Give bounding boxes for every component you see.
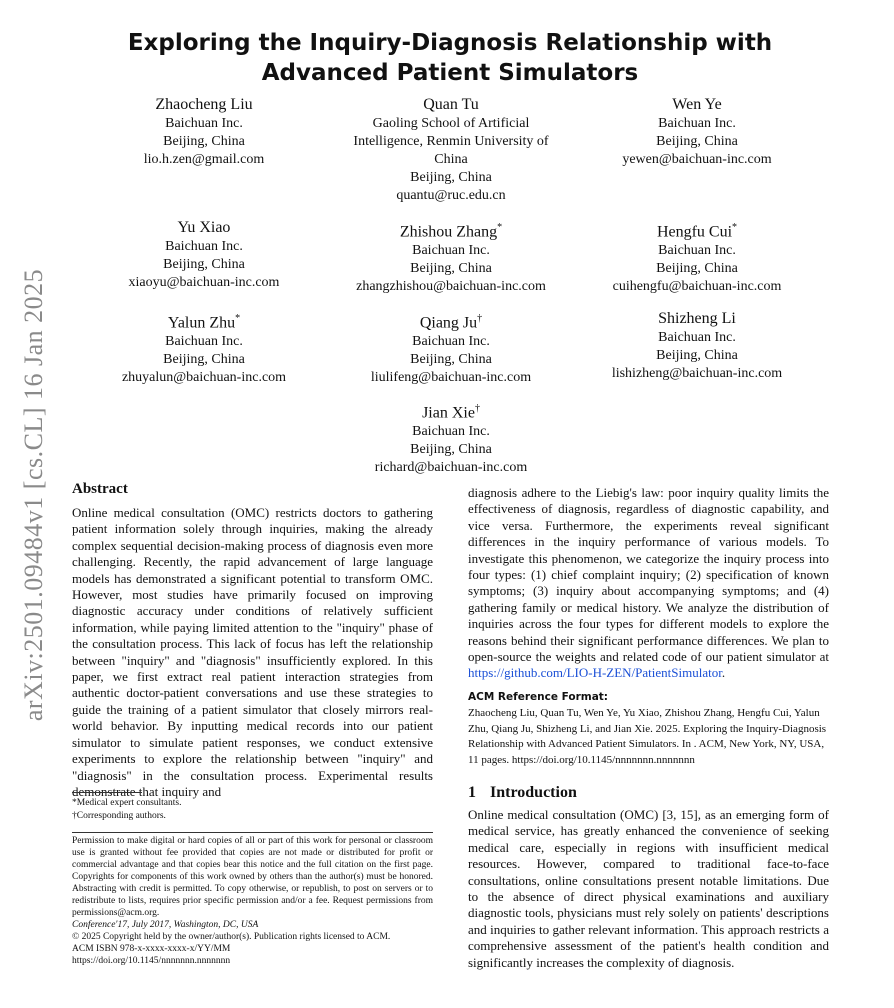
- author-email[interactable]: yewen@baichuan-inc.com: [622, 152, 772, 167]
- author-footnote-mark: †: [477, 313, 483, 324]
- isbn-line: ACM ISBN 978-x-xxxx-xxxx-x/YY/MM: [72, 944, 231, 954]
- author-name: [336, 398, 566, 423]
- permission-doi: https://doi.org/10.1145/nnnnnnn.nnnnnnn: [72, 956, 231, 966]
- author-affiliation-line: Beijing, China: [410, 352, 492, 368]
- author-footnote-mark: †: [474, 403, 480, 414]
- acm-reference-heading: ACM Reference Format:: [468, 691, 608, 703]
- introduction-heading: [468, 784, 577, 802]
- author-entry: [582, 308, 812, 383]
- author-name: [336, 308, 566, 333]
- author-name-text: Hengfu Cui: [656, 223, 733, 241]
- author-email[interactable]: xiaoyu@baichuan-inc.com: [128, 275, 280, 290]
- author-entry: [336, 398, 566, 477]
- author-affiliation-line: Baichuan Inc.: [658, 330, 736, 345]
- author-entry: [336, 308, 566, 387]
- author-affiliation-line: Beijing, China: [163, 134, 245, 149]
- author-affiliation-line: Beijing, China: [656, 261, 738, 277]
- github-link[interactable]: https://github.com/LIO-H-ZEN/PatientSimulator: [468, 665, 722, 681]
- author-name: [336, 217, 566, 242]
- author-affiliation-line: Baichuan Inc.: [165, 334, 243, 350]
- abstract-right-text: diagnosis adhere to the Liebig's law: poor inquiry quality limits the effectiveness of diagnosis, regardless of diagnostic capability, and vice versa. Furthermore, the experiments reveal significant differences in the inquiry performance of various models. To investigate this phenomenon, we categorize the inquiry process into four types: (1) chief complaint inquiry; (2) specification of known symptoms; (3) inquiry about accompanying symptoms; and (4) gathering family or medical history. We analyze the distribution of inquiries across the four types for different models to explore the reasons behind their significant performance differences. We plan to open-source the weights and related code of our patient simulator at: [468, 485, 829, 665]
- author-entry: [89, 94, 319, 169]
- author-name: [582, 308, 812, 329]
- author-name-text: Wen Ye: [672, 96, 722, 113]
- author-entry: [582, 217, 812, 296]
- author-affiliation-line: China: [434, 152, 468, 167]
- permission-block: [72, 835, 433, 967]
- arxiv-identifier: [14, 230, 54, 760]
- author-entry: [582, 94, 812, 169]
- author-email[interactable]: liulifeng@baichuan-inc.com: [370, 370, 532, 386]
- author-entry: [336, 217, 566, 296]
- author-affiliation-line: Baichuan Inc.: [165, 239, 243, 254]
- author-footnote-mark: *: [235, 313, 241, 324]
- author-affiliation-line: Beijing, China: [410, 170, 492, 185]
- abstract-link-suffix: .: [721, 665, 726, 681]
- author-affiliation-line: Beijing, China: [656, 348, 738, 363]
- author-name: [582, 94, 812, 115]
- author-affiliation-line: Baichuan Inc.: [658, 243, 736, 259]
- author-affiliation-line: Baichuan Inc.: [412, 424, 490, 440]
- permission-text: Permission to make digital or hard copies of all or part of this work for personal or classroom use is granted without fee provided that copies are not made or distributed for profit or commercial advantage and that copies bear this notice and the full citation on the first page. Copyrights for components of this work owned by others than the author(s) must be honored. Abstracting with credit is permitted. To copy otherwise, or republish, to post on servers or to redistribute to lists, requires prior specific permission and/or a fee. Request permissions from permissions@acm.org.: [72, 836, 433, 918]
- author-name: [582, 217, 812, 242]
- author-affiliation-line: Beijing, China: [410, 442, 492, 458]
- introduction-text: Online medical consultation (OMC) [3, 15], as an emerging form of medical service, has greatly enhanced the convenience of seeking medical care, especially in regions with insufficient medical resources. However, compared to traditional face-to-face consultations, online consultations present notable limitations. Due to the absence of direct physical examinations and auxiliary diagnostic tools, physicians must rely solely on patients' descriptions and inquiries to gather relevant information. This approach restricts a comprehensive assessment of the patient's health condition and significantly increases the complexity of diagnosis.: [468, 807, 829, 970]
- footnote-star: *Medical expert consultants.: [72, 798, 182, 808]
- author-name: [336, 94, 566, 115]
- author-email[interactable]: lishizheng@baichuan-inc.com: [611, 366, 783, 381]
- author-affiliation-line: Beijing, China: [410, 261, 492, 277]
- author-name: [89, 94, 319, 115]
- author-name: [89, 217, 319, 238]
- author-email[interactable]: richard@baichuan-inc.com: [374, 460, 528, 476]
- section-number: 1: [468, 784, 476, 801]
- author-email[interactable]: quantu@ruc.edu.cn: [396, 188, 506, 203]
- conference-line: Conference'17, July 2017, Washington, DC, USA: [72, 920, 259, 930]
- author-entry: [336, 94, 566, 205]
- author-name-text: Yalun Zhu: [167, 314, 236, 332]
- author-affiliation-line: Beijing, China: [163, 257, 245, 272]
- author-affiliation-line: Baichuan Inc.: [412, 243, 490, 259]
- author-name-text: Jian Xie: [422, 404, 475, 422]
- author-name-text: Zhaocheng Liu: [155, 96, 253, 113]
- abstract-text-left: Online medical consultation (OMC) restricts doctors to gathering patient information solely through inquiries, making the already complex sequential decision-making process of diagnosis even more challenging. Recently, the rapid advancement of large language models has demonstrated a significant potential to transform OMC. However, most studies have primarily focused on improving diagnostic accuracy under conditions of relatively sufficient information, while paying limited attention to the "inquiry" phase of the consultation process. This lack of focus has left the relationship between "inquiry" and "diagnosis" insufficiently explored. In this paper, we first extract real patient interaction strategies from authentic doctor-patient conversations and use these strategies to guide the training of a patient simulator that closely mirrors real-world behavior. By inputting medical records into our patient simulator to simulate patient responses, we conduct extensive experiments to explore the relationship between "inquiry" and "diagnosis" in the consultation process. Experimental results demonstrate that inquiry and: [72, 505, 433, 799]
- footnote-dagger: †Corresponding authors.: [72, 811, 166, 821]
- author-email[interactable]: zhuyalun@baichuan-inc.com: [121, 370, 287, 386]
- abstract-text-right: [468, 485, 829, 682]
- copyright-line: © 2025 Copyright held by the owner/author(s). Publication rights licensed to ACM.: [72, 932, 391, 942]
- author-footnote-mark: *: [732, 222, 738, 233]
- author-affiliation-line: Baichuan Inc.: [165, 116, 243, 131]
- author-footnote-mark: *: [497, 222, 503, 233]
- permission-divider: [72, 832, 433, 833]
- author-name: [89, 308, 319, 333]
- author-email[interactable]: zhangzhishou@baichuan-inc.com: [356, 279, 546, 295]
- author-name-text: Quan Tu: [423, 96, 479, 113]
- paper-title: Exploring the Inquiry-Diagnosis Relationship with Advanced Patient Simulators: [127, 30, 773, 86]
- section-title: Introduction: [490, 784, 577, 801]
- author-affiliation-line: Beijing, China: [656, 134, 738, 149]
- author-name-text: Shizheng Li: [658, 310, 736, 327]
- author-affiliation-line: Baichuan Inc.: [658, 116, 736, 131]
- author-entry: [89, 308, 319, 387]
- author-affiliation-line: Baichuan Inc.: [412, 334, 490, 350]
- author-affiliation-line: Intelligence, Renmin University of: [353, 134, 549, 149]
- author-affiliation-line: Gaoling School of Artificial: [372, 116, 530, 131]
- author-name-text: Yu Xiao: [177, 219, 231, 236]
- arxiv-id-text: arXiv:2501.09484v1 [cs.CL] 16 Jan 2025: [19, 268, 48, 722]
- author-email[interactable]: lio.h.zen@gmail.com: [143, 152, 265, 167]
- footnote-divider: [72, 792, 142, 793]
- author-affiliation-line: Beijing, China: [163, 352, 245, 368]
- author-name-text: Qiang Ju: [419, 314, 478, 332]
- acm-reference-text: Zhaocheng Liu, Quan Tu, Wen Ye, Yu Xiao, Zhishou Zhang, Hengfu Cui, Yalun Zhu, Qiang Ju, Shizheng Li, and Jian Xie. 2025. Exploring the Inquiry-Diagnosis Relationship with Advanced Patient Simulators. In . ACM, New York, NY, USA, 11 pages. https://doi.org/10.1145/nnnnnnn.nnnnnnn: [468, 707, 827, 766]
- author-email[interactable]: cuihengfu@baichuan-inc.com: [612, 279, 782, 295]
- author-entry: [89, 217, 319, 292]
- author-name-text: Zhishou Zhang: [399, 223, 498, 241]
- abstract-heading: Abstract: [72, 481, 128, 497]
